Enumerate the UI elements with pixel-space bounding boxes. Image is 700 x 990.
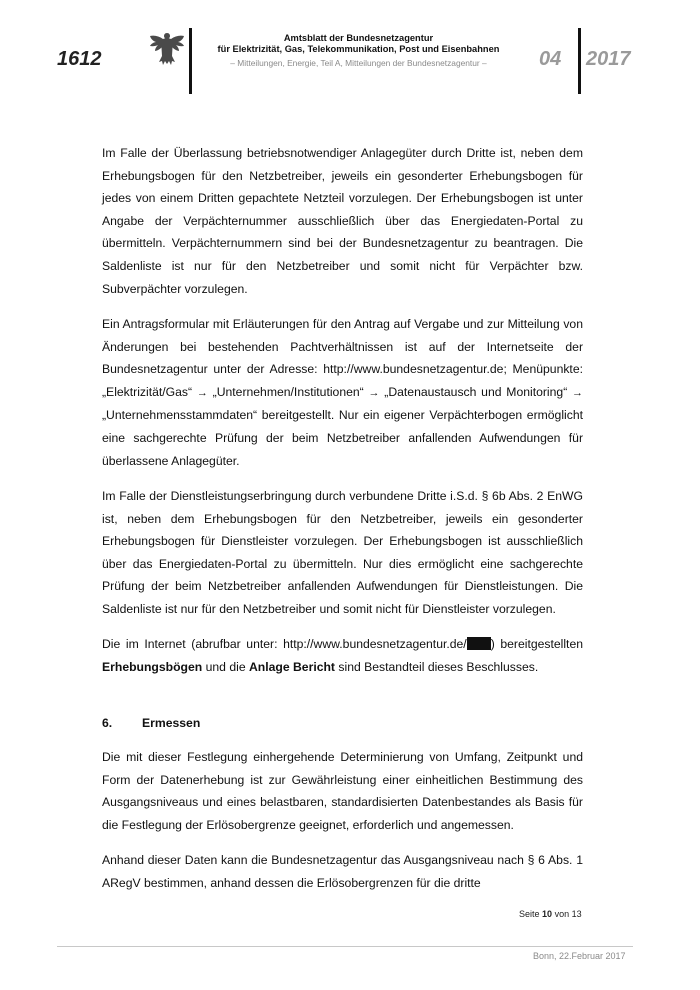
bold-term: Erhebungsbögen bbox=[102, 659, 203, 674]
paragraph-text: und die bbox=[205, 659, 246, 674]
section-number: 6. bbox=[102, 716, 113, 731]
bold-term: Anlage Bericht bbox=[248, 659, 335, 674]
arrow-right-icon: → bbox=[572, 386, 584, 399]
issue-number: 04 bbox=[539, 48, 562, 70]
redaction-block bbox=[467, 637, 491, 650]
issue-year: 2017 bbox=[586, 48, 631, 70]
arrow-right-icon: → bbox=[196, 386, 208, 399]
menu-item-unternehmen: „Unternehmen/Institutionen“ bbox=[212, 384, 364, 399]
paragraph-antragsformular bbox=[102, 313, 583, 472]
paragraph-text: sind Bestandteil dieses Beschlusses. bbox=[338, 659, 539, 674]
paragraph-text: Ein Antragsformular mit Erläuterungen für den Antrag auf Vergabe und zur Mitteilung von Änderungen bei bestehenden Pachtverhältnissen ist auf der Internetseite der Bundesnetzagentur unter der Adresse: http://www.bundesnetzagentur.de; Menüpunkte: bbox=[102, 316, 583, 377]
paragraph-verpaechter: Im Falle der Überlassung betriebsnotwendiger Anlagegüter durch Dritte ist, neben dem Erhebungsbogen für den Netzbetreiber, jeweils ein gesonderter Erhebungsbogen für jedes von einem Dritten gepachtete Netzteil vorzulegen. Der Erhebungsbogen ist unter Angabe der Verpächternummer ausschließlich über das Energiedaten-Portal zu übermitteln. Verpächternummern sind bei der Bundesnetzagentur zu beantragen. Die Saldenliste ist nur für den Netzbetreiber und somit nicht für Verpächter bzw. Subverpächter vorzulegen. bbox=[102, 146, 583, 296]
paragraph-text: ) bereitgestellten bbox=[490, 637, 583, 652]
header-divider-right bbox=[578, 28, 581, 94]
publisher-subtitle: für Elektrizität, Gas, Telekommunikation, Post und Eisenbahnen bbox=[217, 44, 500, 54]
menu-item-stammdaten: „Unternehmensstammdaten“ bbox=[102, 408, 258, 423]
page-indicator: Seite 10 von 13 bbox=[519, 909, 582, 919]
paragraph-ermessen: Die mit dieser Festlegung einhergehende Determinierung von Umfang, Zeitpunkt und Form der Datenerhebung ist zur Gewährleistung einer einheitlichen Bestimmung des Ausgangsniveaus und eines belastbaren, standardisierten Datenbestandes als Basis für die Festlegung der Erlösobergrenze geeignet, erforderlich und angemessen. bbox=[102, 750, 583, 832]
menu-item-elektrizitaet-gas: „Elektrizität/Gas“ bbox=[102, 384, 193, 399]
paragraph-ausgangsniveau: Anhand dieser Daten kann die Bundesnetzagentur das Ausgangsniveau nach § 6 Abs. 1 ARegV bestimmen, anhand dessen die Erlösobergrenzen für die dritte bbox=[102, 853, 583, 890]
footer-date: Bonn, 22.Februar 2017 bbox=[533, 951, 626, 961]
document-body bbox=[102, 142, 583, 907]
federal-eagle-icon bbox=[148, 31, 186, 67]
arrow-right-icon: → bbox=[368, 386, 380, 399]
page-number: 1612 bbox=[57, 48, 102, 70]
menu-item-datenaustausch: „Datenaustausch und Monitoring“ bbox=[384, 384, 568, 399]
section-subtitle: – Mitteilungen, Energie, Teil A, Mitteilungen der Bundesnetzagentur – bbox=[230, 58, 487, 68]
paragraph-dienstleistung: Im Falle der Dienstleistungserbringung durch verbundene Dritte i.S.d. § 6b Abs. 2 EnWG ist, neben dem Erhebungsbogen für den Netzbetreiber, jeweils ein gesonderter Erhebungsbogen für Dienstleister vorzulegen. Der Erhebungsbogen ist ausschließlich über das Energiedaten-Portal zu übermitteln. Nur dies ermöglicht eine sachgerechte Prüfung der beim Netzbetreiber anfallenden Aufwendungen für Dienstleistungen. Die Saldenliste ist nur für den Netzbetreiber und somit nicht für Dienstleister vorzulegen. bbox=[102, 488, 583, 616]
header-divider-left bbox=[189, 28, 192, 94]
footer-divider bbox=[57, 946, 633, 947]
section-title: Ermessen bbox=[142, 716, 201, 731]
section-heading bbox=[102, 712, 583, 735]
paragraph-erhebungsboegen bbox=[102, 633, 583, 678]
paragraph-text: Die im Internet (abrufbar unter: http://www.bundesnetzagentur.de/ bbox=[102, 637, 467, 652]
paragraph-text: bereitgestellt. Nur ein eigener Verpächterbogen ermöglicht eine sachgerechte Prüfung der beim Netzbetreiber anfallenden Aufwendungen für überlassene Anlagegüter. bbox=[102, 408, 584, 468]
publisher-title: Amtsblatt der Bundesnetzagentur bbox=[283, 33, 434, 43]
